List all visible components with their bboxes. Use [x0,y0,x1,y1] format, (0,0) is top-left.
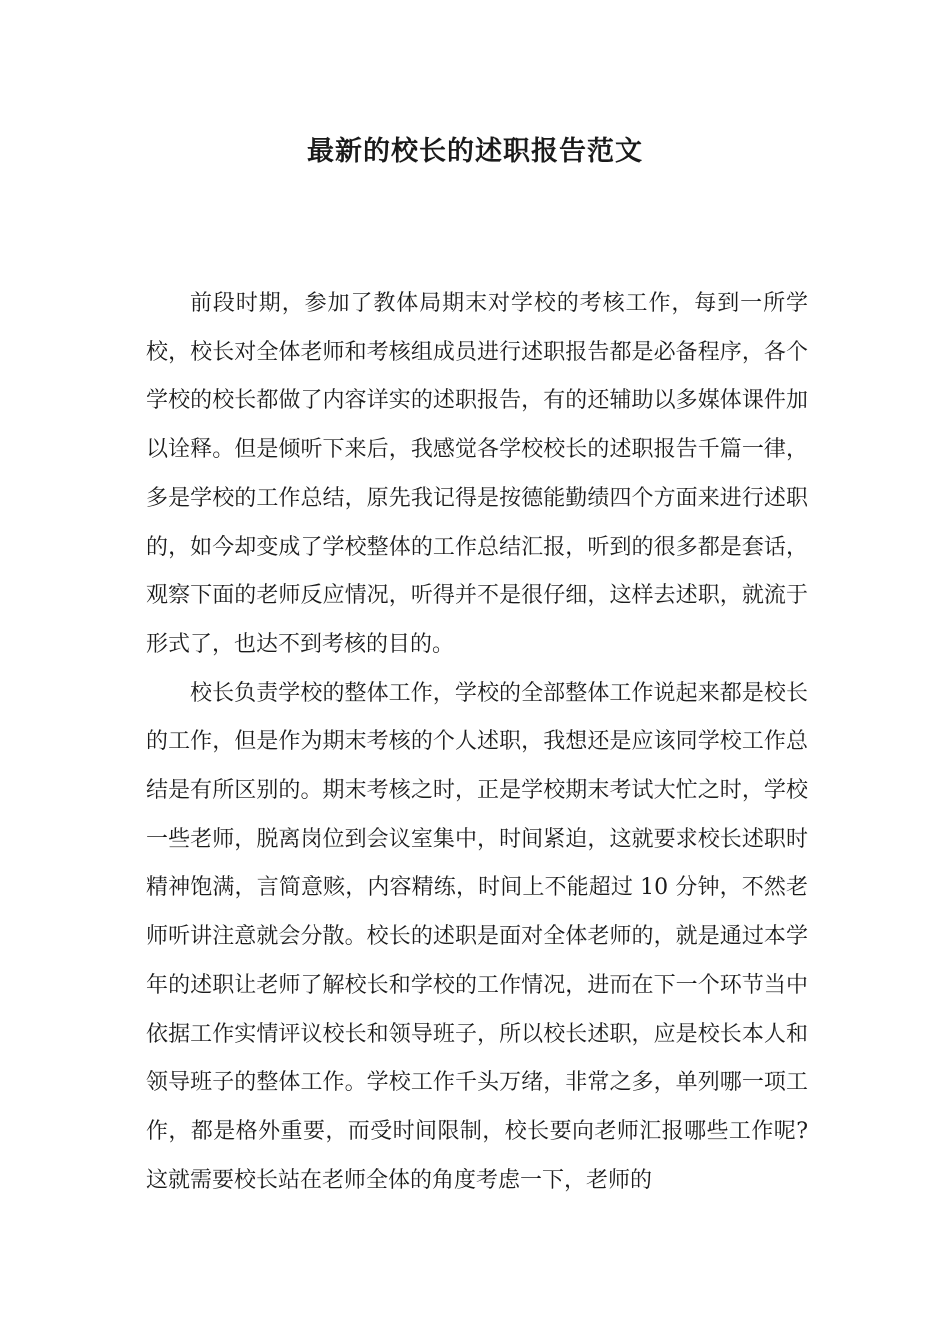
document-title: 最新的校长的述职报告范文 [307,136,643,167]
paragraph: 前段时期，参加了教体局期末对学校的考核工作，每到一所学校，校长对全体老师和考核组成员进行述职报告都是必备程序，各个学校的校长都做了内容详实的述职报告，有的还辅助以多媒体课件加以诠释。但是倾听下来后，我感觉各学校校长的述职报告千篇一律，多是学校的工作总结，原先我记得是按德能勤绩四个方面来进行述职的，如今却变成了学校整体的工作总结汇报，听到的很多都是套话，观察下面的老师反应情况，听得并不是很仔细，这样去述职，就流于形式了，也达不到考核的目的。 [146,291,808,657]
paragraph: 校长负责学校的整体工作，学校的全部整体工作说起来都是校长的工作，但是作为期末考核的个人述职，我想还是应该同学校工作总结是有所区别的。期末考核之时，正是学校期末考试大忙之时，学校一些老师，脱离岗位到会议室集中，时间紧迫，这就要求校长述职时精神饱满，言简意赅，内容精练，时间上不能超过 10 分钟，不然老师听讲注意就会分散。校长的述职是面对全体老师的，就是通过本学年的述职让老师了解校长和学校的工作情况，进而在下一个环节当中依据工作实情评议校长和领导班子，所以校长述职，应是校长本人和领导班子的整体工作。学校工作千头万绪，非常之多，单列哪一项工作，都是格外重要，而受时间限制，校长要向老师汇报哪些工作呢?这就需要校长站在老师全体的角度考虑一下，老师的 [146,680,808,1193]
document-body [146,280,808,1205]
